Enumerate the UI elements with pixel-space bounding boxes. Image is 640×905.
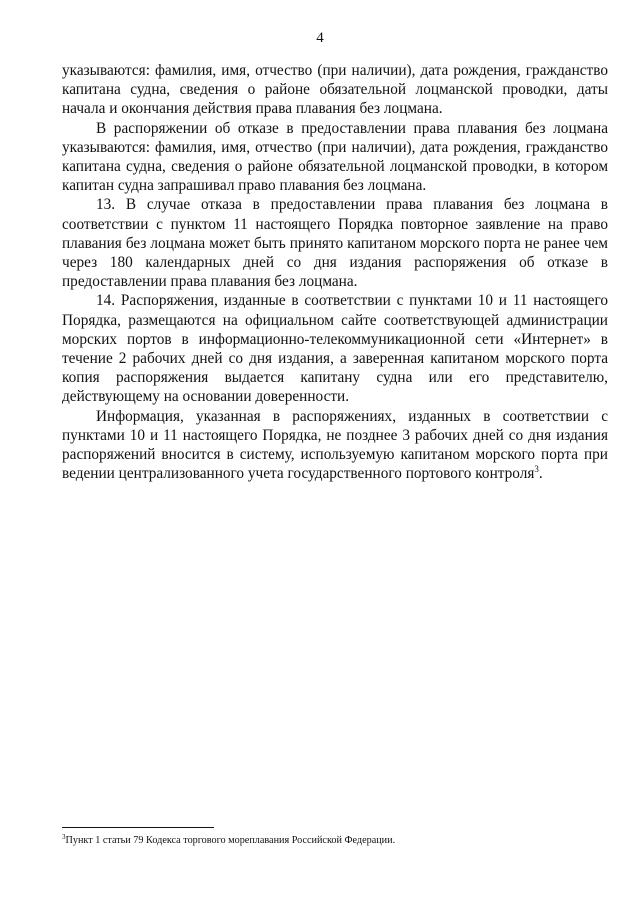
paragraph-refusal-details: В распоряжении об отказе в предоставлении права плавания без лоцмана указываются: фамилия, имя, отчество (при наличии), дата рождения, гражданство капитана судна, сведения о районе обязательной лоцманской проводки, в котором капитан судна запрашивал право плавания без лоцмана.: [62, 119, 608, 195]
paragraph-item-14: 14. Распоряжения, изданные в соответствии с пунктами 10 и 11 настоящего Порядка, размещаются на официальном сайте соответствующей администрации морских портов в информационно-телекоммуникационной сети «Интернет» в течение 2 рабочих дней со дня издания, а заверенная капитаном морского порта копия распоряжения выдается капитану судна или его представителю, действующему на основании доверенности.: [62, 292, 608, 406]
paragraph-recipients-approval: указываются: фамилия, имя, отчество (при наличии), дата рождения, гражданство капитана судна, сведения о районе обязательной лоцманской проводки, даты начала и окончания действия права плавания без лоцмана.: [62, 62, 608, 118]
footnote-text: Пункт 1 статьи 79 Кодекса торгового мореплавания Российской Федерации.: [65, 835, 396, 846]
paragraph-information-system: Информация, указанная в распоряжениях, изданных в соответствии с пунктами 10 и 11 настоящего Порядка, не позднее 3 рабочих дней со дня издания распоряжений вносится в систему, используемую капитаном морского порта при ведении централизованного учета государственного портового контроля$^3$.: [62, 407, 608, 483]
footnote-reference[interactable]: 3: [534, 464, 539, 475]
footnote-divider: [62, 827, 214, 828]
document-body: [62, 61, 608, 483]
paragraph-information-system-text: Информация, указанная в распоряжениях, изданных в соответствии с пунктами 10 и 11 настоящего Порядка, не позднее 3 рабочих дней со дня издания распоряжений вносится в систему, используемую капитаном морского порта при ведении централизованного учета государственного портового контроля: [62, 407, 608, 483]
paragraph-item-13: 13. В случае отказа в предоставлении права плавания без лоцмана в соответствии с пунктом 11 настоящего Порядка повторное заявление на право плавания без лоцмана может быть принято капитаном морского порта не ранее чем через 180 календарных дней со дня издания распоряжения об отказе в предоставлении права плавания без лоцмана.: [62, 196, 608, 291]
page-number: 4: [316, 30, 324, 46]
footnote: [62, 834, 608, 847]
footnote-marker: 3: [62, 833, 66, 841]
